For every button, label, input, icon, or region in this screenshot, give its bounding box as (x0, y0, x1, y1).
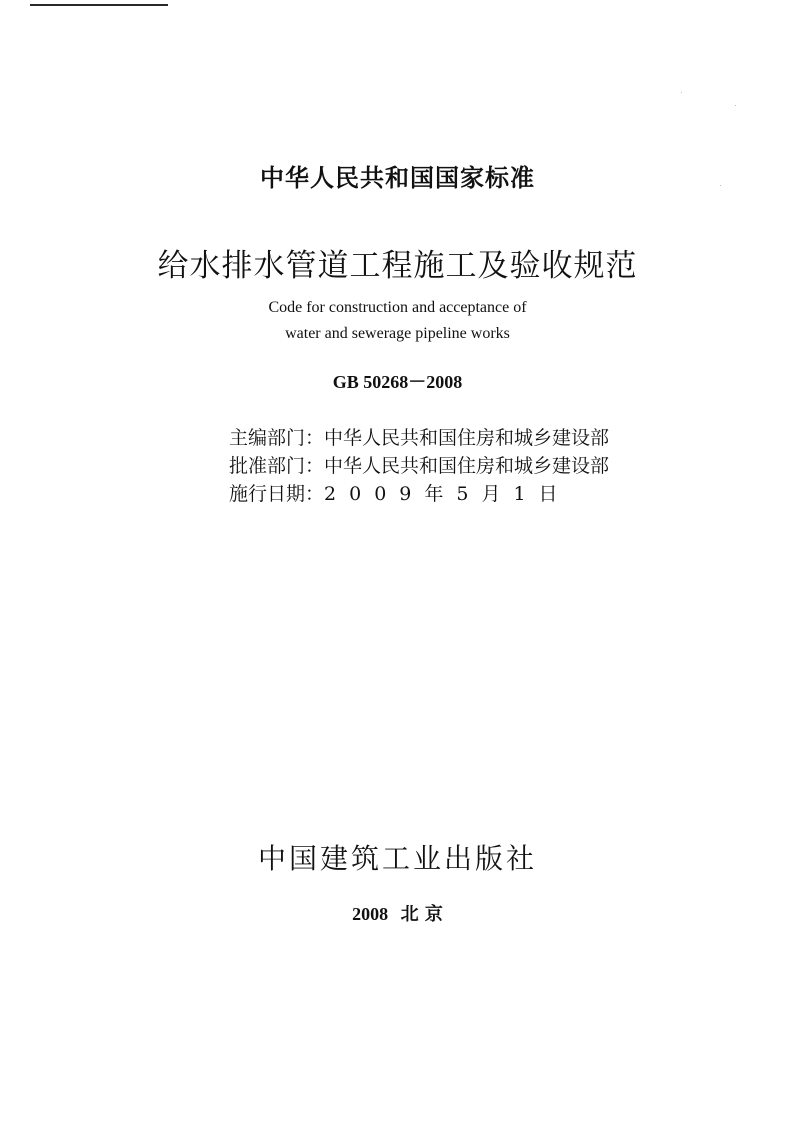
publication-city: 北 京 (400, 904, 443, 925)
effective-date-label: 施行日期： (229, 483, 325, 505)
effective-date-row (229, 479, 571, 506)
editor-department-label: 主编部门： (229, 427, 325, 449)
publisher-name: 中国建筑工业出版社 (257, 842, 537, 875)
document-title-chinese: 给水排水管道工程施工及验收规范 (157, 248, 638, 284)
standard-code: GB 50268－2008 (332, 372, 463, 392)
approval-department-label: 批准部门： (229, 455, 325, 477)
standard-series-heading: 中华人民共和国国家标准 (260, 164, 535, 192)
publication-year: 2008 (352, 904, 389, 924)
editor-department-row (229, 423, 609, 450)
publication-line (0, 900, 795, 926)
document-title-english-line-1: Code for construction and acceptance of (268, 299, 527, 316)
document-title-english-line-2: water and sewerage pipeline works (285, 325, 510, 342)
scan-speck (681, 92, 682, 93)
approval-department-row (229, 451, 609, 478)
scan-edge-line (30, 4, 168, 6)
scan-speck (735, 105, 736, 106)
effective-date-value: 2009年5月1日 (324, 483, 571, 505)
approval-department-value: 中华人民共和国住房和城乡建设部 (324, 455, 610, 477)
editor-department-value: 中华人民共和国住房和城乡建设部 (324, 427, 610, 449)
